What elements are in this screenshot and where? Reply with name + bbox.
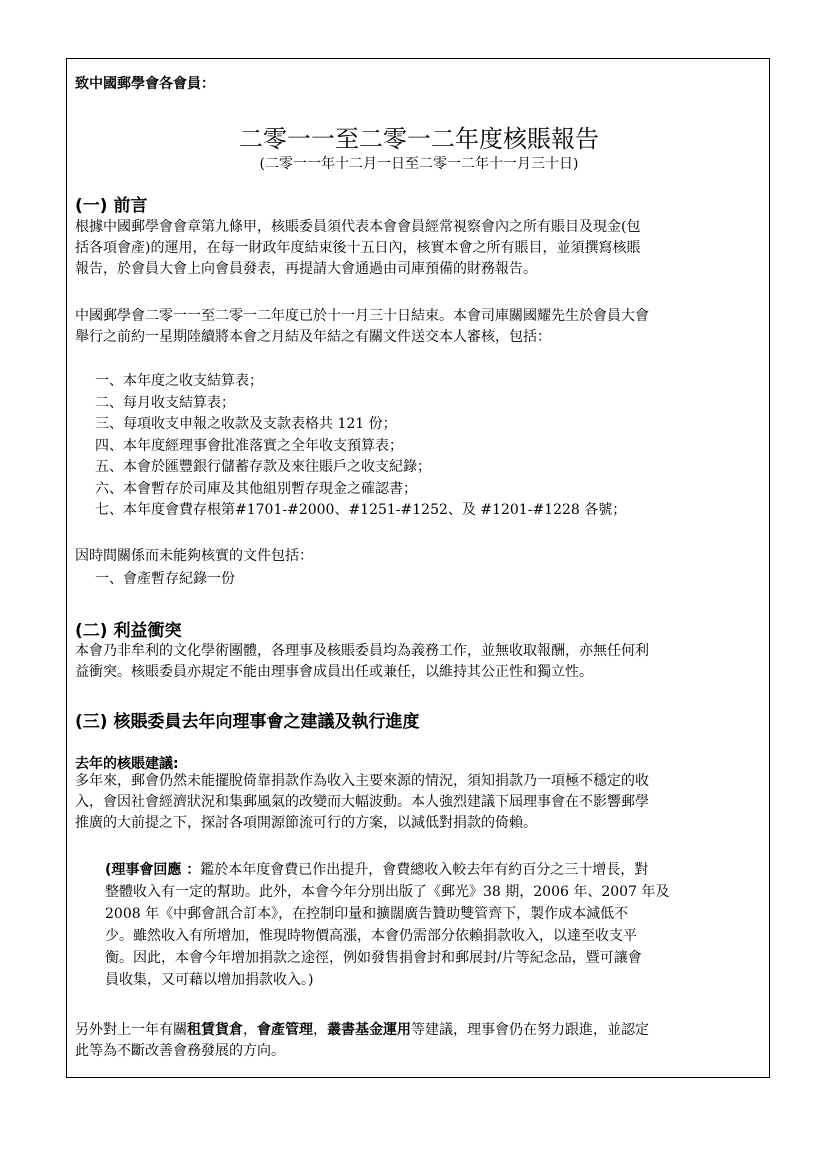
section-1-heading: (一) 前言 [75,196,148,216]
keyword-fund: 叢書基金運用 [327,1022,411,1038]
reply-text: 鑑於本年度會費已作出提升，會費總收入較去年有約百分之三十增長，對 [200,862,649,878]
reply-label: (理事會回應 ： [105,862,201,878]
list-item: 一、會產暫存紀錄一份 [95,571,235,587]
text-line: 整體收入有一定的幫助。此外，本會今年分別出版了《郵光》38 期，2006 年、2007 年及 [105,884,670,900]
text-line: 此等為不斷改善會務發展的方向。 [75,1043,285,1059]
text-line: 根據中國郵學會會章第九條甲，核賬委員須代表本會會員經常視察會內之所有賬目及現金(包 [75,219,641,235]
text-line [105,859,755,881]
report-title: 二零一一至二零一二年度核賬報告 [239,125,599,153]
section-3-heading: (三) 核賬委員去年向理事會之建議及執行進度 [75,712,420,732]
section-1-paragraph-3 [75,546,763,567]
section-2-paragraph-1 [75,641,763,683]
text-line: 舉行之前約一星期陸續將本會之月結及年結之有關文件送交本人審核，包括： [75,329,551,345]
list-item: 一、本年度之收支結算表； [95,373,263,389]
document-frame [66,58,770,1078]
text-line: 入，會因社會經濟狀況和集郵風氣的改變而大幅波動。本人強烈建議下屆理事會在不影響郵學 [75,794,649,810]
text-line: 多年來，郵會仍然未能擺脫倚靠捐款作為收入主要來源的情況，須知捐款乃一項極不穩定的收 [75,773,649,789]
text-line: 推廣的大前提之下，探討各項開源節流可行的方案，以減低對捐款的倚賴。 [75,815,537,831]
council-reply [105,859,755,991]
text-line: 衡。因此，本會今年增加捐款之途徑，例如發售捐會封和郵展封/片等紀念品，暨可讓會 [105,950,642,966]
text-run: 另外對上一年有關 [75,1022,187,1038]
section-1-paragraph-2 [75,306,763,348]
report-period: (二零一一年十二月一日至二零一二年十一月三十日) [259,156,579,172]
unverified-list [95,569,235,591]
section-3-paragraph-1 [75,771,763,834]
section-2-heading: (二) 利益衝突 [75,621,182,641]
document-list [95,371,626,522]
list-item: 三、每項收支申報之收款及支款表格共 121 份； [95,416,397,432]
list-item: 四、本年度經理事會批准落實之全年收支預算表； [95,437,403,454]
text-line: 員收集，又可藉以增加捐款收入。) [105,972,314,988]
text-run: 等建議，理事會仍在努力跟進，並認定 [411,1022,649,1038]
list-item: 六、本會暫存於司庫及其他組別暫存現金之確認書； [95,480,417,497]
text-line: 2008 年《中郵會訊合訂本》，在控制印量和擴闊廣告贊助雙管齊下，製作成本減低不 [105,906,629,922]
section-3-subheading: 去年的核賬建議: [75,756,179,772]
text-line: 中國郵學會二零一一至二零一二年度已於十一月三十日結束。本會司庫關國耀先生於會員大會 [75,308,649,324]
text-run: ， [243,1022,257,1038]
text-line: 本會乃非牟利的文化學術團體，各理事及核賬委員均為義務工作，並無收取報酬，亦無任何利 [75,643,649,659]
text-line: 益衝突。核賬委員亦規定不能由理事會成員出任或兼任，以維持其公正性和獨立性。 [75,664,593,680]
keyword-assets: 會產管理 [257,1022,313,1038]
text-line [75,1020,763,1041]
keyword-warehouse: 租賃貨倉 [187,1022,243,1038]
text-line: 報告，於會員大會上向會員發表，再提請大會通過由司庫預備的財務報告。 [75,261,537,277]
text-line: 因時間關係而未能夠核實的文件包括： [75,548,313,564]
text-line: 括各項會產)的運用，在每一財政年度結束後十五日內，核實本會之所有賬目，並須撰寫核賬 [75,240,641,256]
section-1-paragraph-1 [75,217,763,280]
closing-paragraph [75,1020,763,1062]
text-run: ， [313,1022,327,1038]
list-item: 二、每月收支結算表； [95,394,235,411]
list-item: 七、本年度會費存根第#1701-#2000、#1251-#1252、及 #1201-#1228 各號； [95,502,627,518]
list-item: 五、本會於匯豐銀行儲蓄存款及來往賬戶之收支紀錄； [95,459,431,475]
text-line: 少。雖然收入有所增加，惟現時物價高漲，本會仍需部分依賴捐款收入，以達至收支平 [105,928,637,944]
salutation: 致中國郵學會各會員： [75,76,215,92]
